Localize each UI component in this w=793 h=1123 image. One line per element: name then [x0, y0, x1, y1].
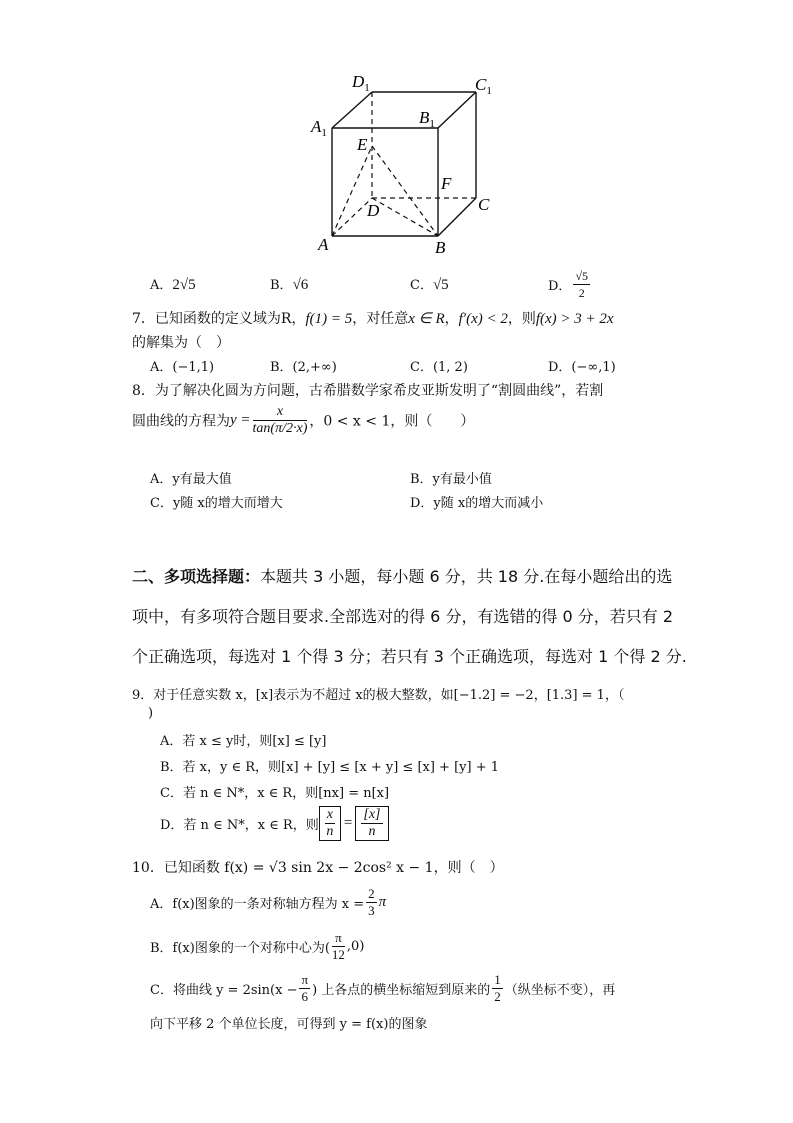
section2-line2: 项中，有多项符合题目要求.全部选对的得 6 分，有选错的得 0 分，若只有 2	[132, 607, 674, 626]
edge-BC	[438, 198, 476, 236]
q8-line1: 8．为了解决化圆为方问题，古希腊数学家希皮亚斯发明了“割圆曲线”，若割	[132, 383, 604, 399]
q8-option-c: C．y随 x的增大而增大	[150, 496, 283, 511]
cube-figure	[300, 64, 510, 259]
edge-AD	[332, 198, 372, 236]
q9-stem: 9．对于任意实数 x，[x]表示为不超过 x的极大整数，如[−1.2] = −2，[1.3] = 1，（	[132, 688, 625, 703]
floor-bracket-left: $\frac{x}{n}$	[319, 806, 341, 841]
q8-option-d: D．y随 x的增大而减小	[410, 496, 544, 511]
label-C: C	[478, 195, 490, 214]
q8-line2: 圆曲线的方程为y = $\frac{x}{\tan(\pi/2\cdot x)}$ ，0 < x < 1，则（ ）	[132, 404, 475, 436]
q7-option-a: A．(−1,1)	[150, 360, 215, 375]
q7-stem: 7．已知函数的定义域为R，f(1) = 5，对任意x ∈ R，f′(x) < 2，则f(x) > 3 + 2x	[132, 311, 614, 327]
edge-EB	[372, 146, 438, 236]
q6-option-c: C．√5	[410, 277, 449, 293]
q10-stem: 10．已知函数 f(x) = √3 sin 2x − 2cos² x − 1，则（ ）	[132, 860, 504, 876]
q10-option-c: C．将曲线 y = 2sin(x − $\frac{\pi}{6}$ ) 上各点的横坐标缩短到原来的 $\frac{1}{2}$ （纵坐标不变），再	[150, 972, 616, 1004]
q6-option-d: D． $\frac{√5}{2}$	[548, 269, 589, 300]
edge-A1D1	[332, 92, 372, 128]
q9-option-a: A．若 x ≤ y时，则[x] ≤ [y]	[160, 734, 327, 749]
label-B: B	[435, 238, 446, 257]
q10-option-a: A．f(x)图象的一条对称轴方程为 x = $\frac{2}{3}$ π	[150, 886, 387, 918]
q8-option-b: B．y有最小值	[410, 472, 492, 487]
q9-stem-end: )	[148, 706, 154, 721]
q7-stem-end: 的解集为（ ）	[132, 335, 230, 351]
q9-option-c: C．若 n ∈ N*，x ∈ R，则[nx] = n[x]	[160, 786, 390, 801]
label-E: E	[357, 135, 368, 154]
label-C1: $C_1$	[475, 75, 492, 97]
q8-option-a: A．y有最大值	[150, 472, 232, 487]
label-D1: $D_1$	[352, 72, 370, 94]
label-B1: $B_1$	[419, 108, 435, 130]
q7-option-d: D．(−∞,1)	[548, 360, 616, 375]
edge-AE	[332, 146, 372, 236]
q9-option-d: D．若 n ∈ N*，x ∈ R，则 $\frac{x}{n}$ = $\frac{[x]}{n}$	[160, 806, 389, 841]
q6-option-b: B．√6	[270, 277, 309, 293]
label-D: D	[367, 201, 380, 220]
label-A: A	[318, 235, 329, 254]
label-F: F	[441, 174, 452, 193]
edge-B1C1	[438, 92, 476, 128]
q6-option-a: A．2√5	[150, 277, 196, 293]
section2-line1: 二、多项选择题：本题共 3 小题，每小题 6 分，共 18 分.在每小题给出的选	[132, 567, 673, 586]
q7-option-c: C．(1, 2)	[410, 360, 468, 375]
q10-option-b: B．f(x)图象的一个对称中心为( $\frac{\pi}{12}$ ,0)	[150, 930, 365, 962]
q10-option-c-line2: 向下平移 2 个单位长度，可得到 y = f(x)的图象	[150, 1017, 428, 1032]
edge-DB	[372, 198, 438, 236]
floor-bracket-right: $\frac{[x]}{n}$	[355, 806, 388, 841]
section2-line3: 个正确选项，每选对 1 个得 3 分；若只有 3 个正确选项，每选对 1 个得 2 分.	[132, 647, 687, 666]
label-A1: $A_1$	[311, 117, 327, 139]
q7-option-b: B．(2,+∞)	[270, 360, 337, 375]
q9-option-b: B．若 x，y ∈ R，则[x] + [y] ≤ [x + y] ≤ [x] + [y] + 1	[160, 760, 499, 775]
